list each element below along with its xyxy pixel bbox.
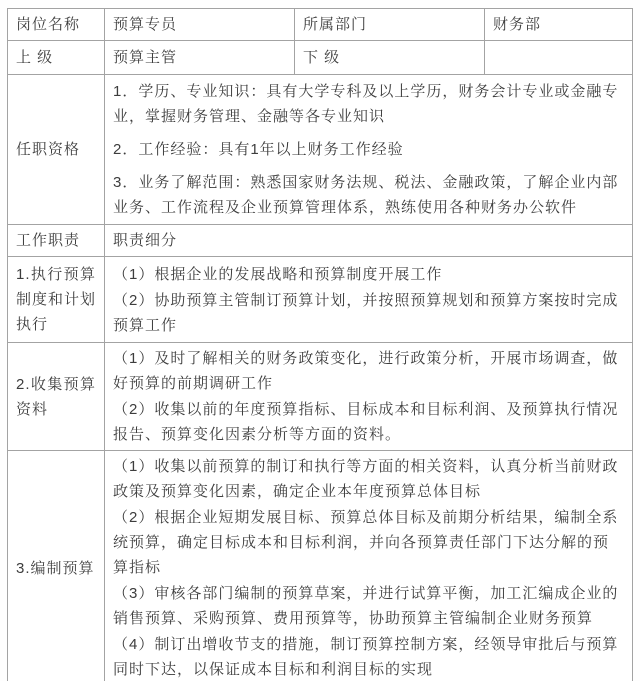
duty-1-content <box>105 257 633 343</box>
duty-item: （3）审核各部门编制的预算草案，并进行试算平衡，加工汇编成企业的销售预算、采购预算、费用预算等，协助预算主管编制企业财务预算 <box>113 585 619 627</box>
department-value: 财务部 <box>485 9 633 41</box>
position-name-value: 预算专员 <box>105 9 295 41</box>
position-name-label: 岗位名称 <box>8 9 105 41</box>
duty-3-content <box>105 451 633 681</box>
duty-2-label: 2.收集预算资料 <box>8 343 105 451</box>
duty-3-label: 3.编制预算 <box>8 451 105 681</box>
duty-1-label: 1.执行预算制度和计划执行 <box>8 257 105 343</box>
duties-label: 工作职责 <box>8 225 105 257</box>
superior-value: 预算主管 <box>105 41 295 75</box>
qualifications-label: 任职资格 <box>8 75 105 225</box>
duty-2-content <box>105 343 633 451</box>
table-row-duties-header <box>8 225 633 257</box>
department-label: 所属部门 <box>295 9 485 41</box>
table-row-qualifications <box>8 75 633 225</box>
table-row-position <box>8 9 633 41</box>
table-row-duty-1 <box>8 257 633 343</box>
table-row-duty-2 <box>8 343 633 451</box>
duty-item: （2）协助预算主管制订预算计划，并按照预算规划和预算方案按时完成预算工作 <box>113 291 619 334</box>
duty-item: （1）根据企业的发展战略和预算制度开展工作 <box>113 265 443 283</box>
duties-subheader: 职责细分 <box>105 225 633 257</box>
table-row-reporting <box>8 41 633 75</box>
duty-item: （2）根据企业短期发展目标、预算总体目标及前期分析结果，编制全系统预算，确定目标成本和目标利润，并向各预算责任部门下达分解的预算指标 <box>113 509 619 576</box>
job-spec-table <box>7 8 633 681</box>
qualification-item: 1．学历、专业知识：具有大学专科及以上学历，财务会计专业或金融专业，掌握财务管理、金融等各专业知识 <box>113 83 619 125</box>
duty-item: （1）及时了解相关的财务政策变化，进行政策分析，开展市场调查，做好预算的前期调研工作 <box>113 350 619 392</box>
qualification-item: 2．工作经验：具有1年以上财务工作经验 <box>113 141 404 158</box>
duty-item: （1）收集以前预算的制订和执行等方面的相关资料，认真分析当前财政政策及预算变化因素，确定企业本年度预算总体目标 <box>113 458 619 500</box>
superior-label: 上 级 <box>8 41 105 75</box>
duty-item: （2）收集以前的年度预算指标、目标成本和目标利润、及预算执行情况报告、预算变化因素分析等方面的资料。 <box>113 401 619 443</box>
duty-item: （4）制订出增收节支的措施，制订预算控制方案，经领导审批后与预算同时下达，以保证成本目标和利润目标的实现 <box>113 636 619 678</box>
qualifications-content <box>105 75 633 225</box>
table-row-duty-3 <box>8 451 633 681</box>
subordinate-value <box>485 41 633 75</box>
subordinate-label: 下 级 <box>295 41 485 75</box>
qualification-item: 3．业务了解范围：熟悉国家财务法规、税法、金融政策，了解企业内部业务、工作流程及企业预算管理体系，熟练使用各种财务办公软件 <box>113 174 619 216</box>
